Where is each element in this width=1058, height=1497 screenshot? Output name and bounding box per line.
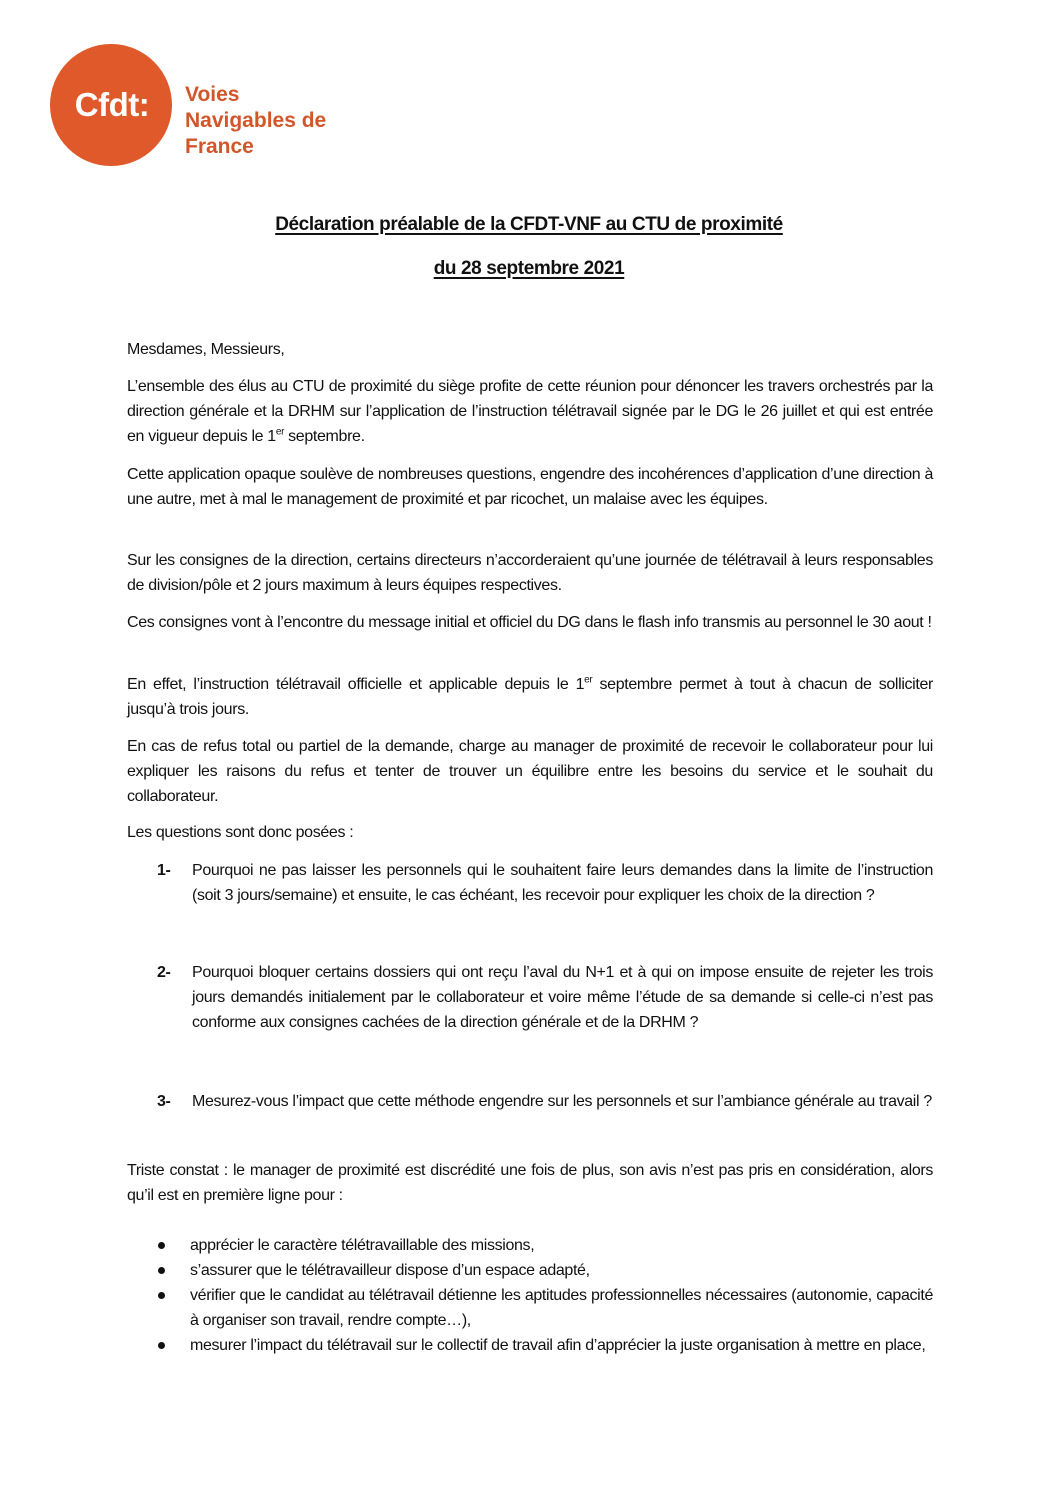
paragraph-2: Cette application opaque soulève de nombreuses questions, engendre des incohérences d’application d’une direction à une autre, met à mal le management de proximité et par ricochet, un malaise avec les équipes. xyxy=(127,466,933,508)
question-text: Mesurez-vous l’impact que cette méthode engendre sur les personnels et sur l’ambiance générale au travail ? xyxy=(192,1093,932,1110)
salutation: Mesdames, Messieurs, xyxy=(127,341,285,358)
paragraph-5-end: septembre permet à tout à chacun de solliciter jusqu’à trois jours. xyxy=(127,676,933,718)
bullet-text: s’assurer que le télétravailleur dispose d’un espace adapté, xyxy=(190,1262,590,1279)
document-title: Déclaration préalable de la CFDT-VNF au CTU de proximité xyxy=(275,214,783,235)
logo-org-name xyxy=(185,82,326,160)
bullet-icon xyxy=(158,1242,165,1249)
paragraph-5 xyxy=(127,672,933,722)
question-text: Pourquoi ne pas laisser les personnels qui le souhaitent faire leurs demandes dans la limite de l’instruction (soit 3 jours/semaine) et ensuite, le cas échéant, les recevoir pour expliquer les choix de la direction ? xyxy=(192,862,933,904)
bullet-text: vérifier que le candidat au télétravail détienne les aptitudes professionnelles nécessaires (autonomie, capacité à organiser son travail, rendre compte…), xyxy=(190,1287,933,1329)
question-number: 1- xyxy=(157,862,171,879)
logo-line-3: France xyxy=(185,135,254,158)
paragraph-1-text: L’ensemble des élus au CTU de proximité du siège profite de cette réunion pour dénoncer les travers orchestrés par la direction générale et la DRHM sur l’application de l’instruction télétravail signée par le DG le 26 juillet et qui est entrée en vigueur depuis le 1 xyxy=(127,378,933,445)
ordinal-suffix: er xyxy=(275,426,285,438)
paragraph-6: En cas de refus total ou partiel de la demande, charge au manager de proximité de recevoir le collaborateur pour lui expliquer les raisons du refus et tenter de trouver un équilibre entre les besoins du service et le souhait du collaborateur. xyxy=(127,738,933,805)
logo-line-2: Navigables de xyxy=(185,109,327,132)
paragraph-1-end: septembre. xyxy=(284,428,365,445)
paragraph-5-text: En effet, l’instruction télétravail officielle et applicable depuis le 1 xyxy=(127,676,585,693)
paragraph-7: Les questions sont donc posées : xyxy=(127,824,354,841)
paragraph-4: Ces consignes vont à l’encontre du message initial et officiel du DG dans le flash info transmis au personnel le 30 aout ! xyxy=(127,614,932,631)
question-number: 2- xyxy=(157,964,171,981)
cfdt-logo-circle-icon xyxy=(50,44,172,166)
bullet-text: apprécier le caractère télétravaillable des missions, xyxy=(190,1237,535,1254)
bullet-icon xyxy=(158,1292,165,1299)
question-text: Pourquoi bloquer certains dossiers qui ont reçu l’aval du N+1 et à qui on impose ensuite de rejeter les trois jours demandés initialement par le collaborateur et voire même l’étude de sa demande si celle-ci n’est pas conforme aux consignes cachées de la direction générale et de la DRHM ? xyxy=(192,964,933,1031)
logo-line-1: Voies xyxy=(185,83,240,106)
paragraph-8: Triste constat : le manager de proximité est discrédité une fois de plus, son avis n’est pas pris en considération, alors qu’il est en première ligne pour : xyxy=(127,1162,933,1204)
cfdt-vnf-logo xyxy=(48,44,378,194)
bullet-icon xyxy=(158,1267,165,1274)
bullet-text: mesurer l’impact du télétravail sur le collectif de travail afin d’apprécier la juste organisation à mettre en place, xyxy=(190,1337,926,1354)
bullet-icon xyxy=(158,1342,165,1349)
document-date: du 28 septembre 2021 xyxy=(433,258,625,279)
paragraph-3: Sur les consignes de la direction, certains directeurs n’accorderaient qu’une journée de télétravail à leurs responsables de division/pôle et 2 jours maximum à leurs équipes respectives. xyxy=(127,552,933,594)
ordinal-suffix: er xyxy=(584,674,593,686)
logo-mark: Cfdt: xyxy=(74,86,150,123)
paragraph-1 xyxy=(127,374,933,449)
question-number: 3- xyxy=(157,1093,171,1110)
